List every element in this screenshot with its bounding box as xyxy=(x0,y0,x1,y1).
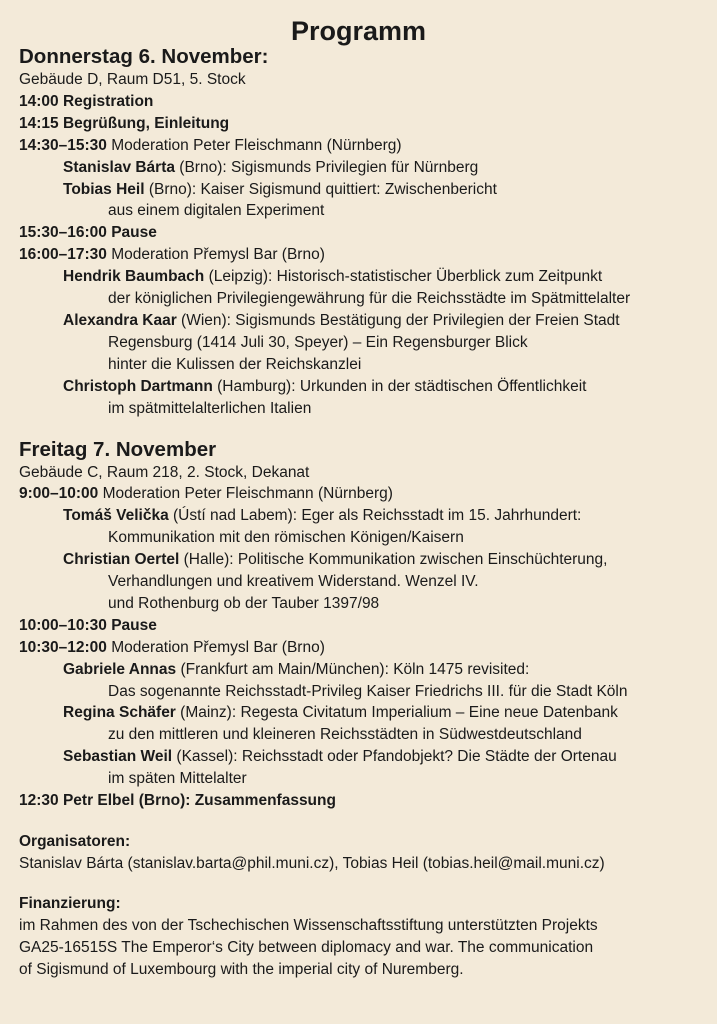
funding-line: GA25-16515S The Emperor‘s City between diplomacy and war. The communication xyxy=(19,938,594,956)
talk xyxy=(19,157,709,179)
talk xyxy=(19,505,709,527)
speaker-name: Sebastian Weil xyxy=(63,748,173,766)
closing-session: 12:30 Petr Elbel (Brno): Zusammenfassung xyxy=(19,792,336,810)
talk xyxy=(19,266,709,288)
talk-continuation: der königlichen Privilegiengewährung für die Reichsstädte im Spätmittelalter xyxy=(108,290,631,308)
talk xyxy=(19,549,709,571)
item-time: 14:00 Registration xyxy=(19,92,154,110)
session-moderation: Moderation Peter Fleischmann (Nürnberg) xyxy=(106,136,402,154)
talk-title: (Frankfurt am Main/München): Köln 1475 revisited: xyxy=(176,660,530,678)
day1-heading: Donnerstag 6. November: xyxy=(19,45,269,68)
item-time: 14:15 Begrüßung, Einleitung xyxy=(19,114,230,132)
day2-session xyxy=(19,637,709,659)
funding-line: of Sigismund of Luxembourg with the imperial city of Nuremberg. xyxy=(19,960,464,978)
spacer xyxy=(19,812,709,831)
talk-continuation: Das sogenannte Reichsstadt-Privileg Kaiser Friedrichs III. für die Stadt Köln xyxy=(108,682,628,700)
talk-title: (Brno): Kaiser Sigismund quittiert: Zwischenbericht xyxy=(144,180,497,198)
session-moderation: Moderation Přemysl Bar (Brno) xyxy=(106,246,325,264)
session-time: 9:00–10:00 xyxy=(19,485,99,503)
organizers-text: Stanislav Bárta (stanislav.barta@phil.muni.cz), Tobias Heil (tobias.heil@mail.muni.cz) xyxy=(19,854,605,872)
day2-session xyxy=(19,483,709,505)
talk-title: (Wien): Sigismunds Bestätigung der Privilegien der Freien Stadt xyxy=(176,311,620,329)
day2-heading: Freitag 7. November xyxy=(19,437,217,461)
talk xyxy=(19,659,709,681)
talk-title: (Leipzig): Historisch-statistischer Überblick zum Zeitpunkt xyxy=(204,268,603,286)
funding-label: Finanzierung: xyxy=(19,894,121,912)
day1-session xyxy=(19,244,709,266)
page-title: Programm xyxy=(290,16,427,46)
talk-continuation: und Rothenburg ob der Tauber 1397/98 xyxy=(108,594,380,612)
session-time: 14:30–15:30 xyxy=(19,136,107,154)
day1-item xyxy=(19,113,709,135)
talk xyxy=(19,702,709,724)
speaker-name: Christoph Dartmann xyxy=(63,377,213,395)
program-content xyxy=(19,44,709,980)
day1-session xyxy=(19,135,709,157)
talk xyxy=(19,746,709,768)
talk-title: (Mainz): Regesta Civitatum Imperialium – Eine neue Datenbank xyxy=(175,704,618,722)
organizers-label: Organisatoren: xyxy=(19,833,131,850)
talk-continuation: im späten Mittelalter xyxy=(108,770,247,788)
talk xyxy=(19,310,709,332)
talk-title: (Brno): Sigismunds Privilegien für Nürnberg xyxy=(175,158,479,176)
talk-continuation: Verhandlungen und kreativem Widerstand. Wenzel IV. xyxy=(108,573,479,591)
talk-title: (Halle): Politische Kommunikation zwischen Einschüchterung, xyxy=(179,551,608,569)
pause: 10:00–10:30 Pause xyxy=(19,616,157,634)
speaker-name: Gabriele Annas xyxy=(63,660,177,678)
session-time: 10:30–12:00 xyxy=(19,638,107,656)
pause: 15:30–16:00 Pause xyxy=(19,224,157,242)
speaker-name: Regina Schäfer xyxy=(63,704,176,722)
talk-continuation: im spätmittelalterlichen Italien xyxy=(108,399,312,417)
talk-continuation: zu den mittleren und kleineren Reichsstädten in Südwestdeutschland xyxy=(108,726,582,744)
day1-location: Gebäude D, Raum D51, 5. Stock xyxy=(19,71,246,88)
speaker-name: Tomáš Velička xyxy=(63,507,169,525)
talk xyxy=(19,376,709,398)
talk-continuation: aus einem digitalen Experiment xyxy=(108,202,325,220)
speaker-name: Hendrik Baumbach xyxy=(63,268,205,286)
session-time: 16:00–17:30 xyxy=(19,246,107,264)
day2-location: Gebäude C, Raum 218, 2. Stock, Dekanat xyxy=(19,463,310,481)
talk-title: (Ústí nad Labem): Eger als Reichsstadt im 15. Jahrhundert: xyxy=(168,507,582,525)
speaker-name: Christian Oertel xyxy=(63,551,180,569)
talk-title: (Hamburg): Urkunden in der städtischen Öffentlichkeit xyxy=(212,377,587,395)
session-moderation: Moderation Peter Fleischmann (Nürnberg) xyxy=(98,485,393,503)
speaker-name: Stanislav Bárta xyxy=(63,158,175,176)
talk-title: (Kassel): Reichsstadt oder Pfandobjekt? Die Städte der Ortenau xyxy=(172,748,617,766)
talk-continuation: Kommunikation mit den römischen Königen/Kaisern xyxy=(108,529,464,547)
funding-line: im Rahmen des von der Tschechischen Wissenschaftsstiftung unterstützten Projekts xyxy=(19,916,598,934)
day1-item xyxy=(19,91,709,113)
talk-continuation: hinter die Kulissen der Reichskanzlei xyxy=(108,355,362,373)
talk xyxy=(19,179,709,201)
spacer xyxy=(19,420,709,437)
spacer xyxy=(19,875,709,893)
talk-continuation: Regensburg (1414 Juli 30, Speyer) – Ein Regensburger Blick xyxy=(108,333,528,351)
session-moderation: Moderation Přemysl Bar (Brno) xyxy=(106,638,325,656)
speaker-name: Tobias Heil xyxy=(63,180,145,198)
speaker-name: Alexandra Kaar xyxy=(63,311,177,329)
